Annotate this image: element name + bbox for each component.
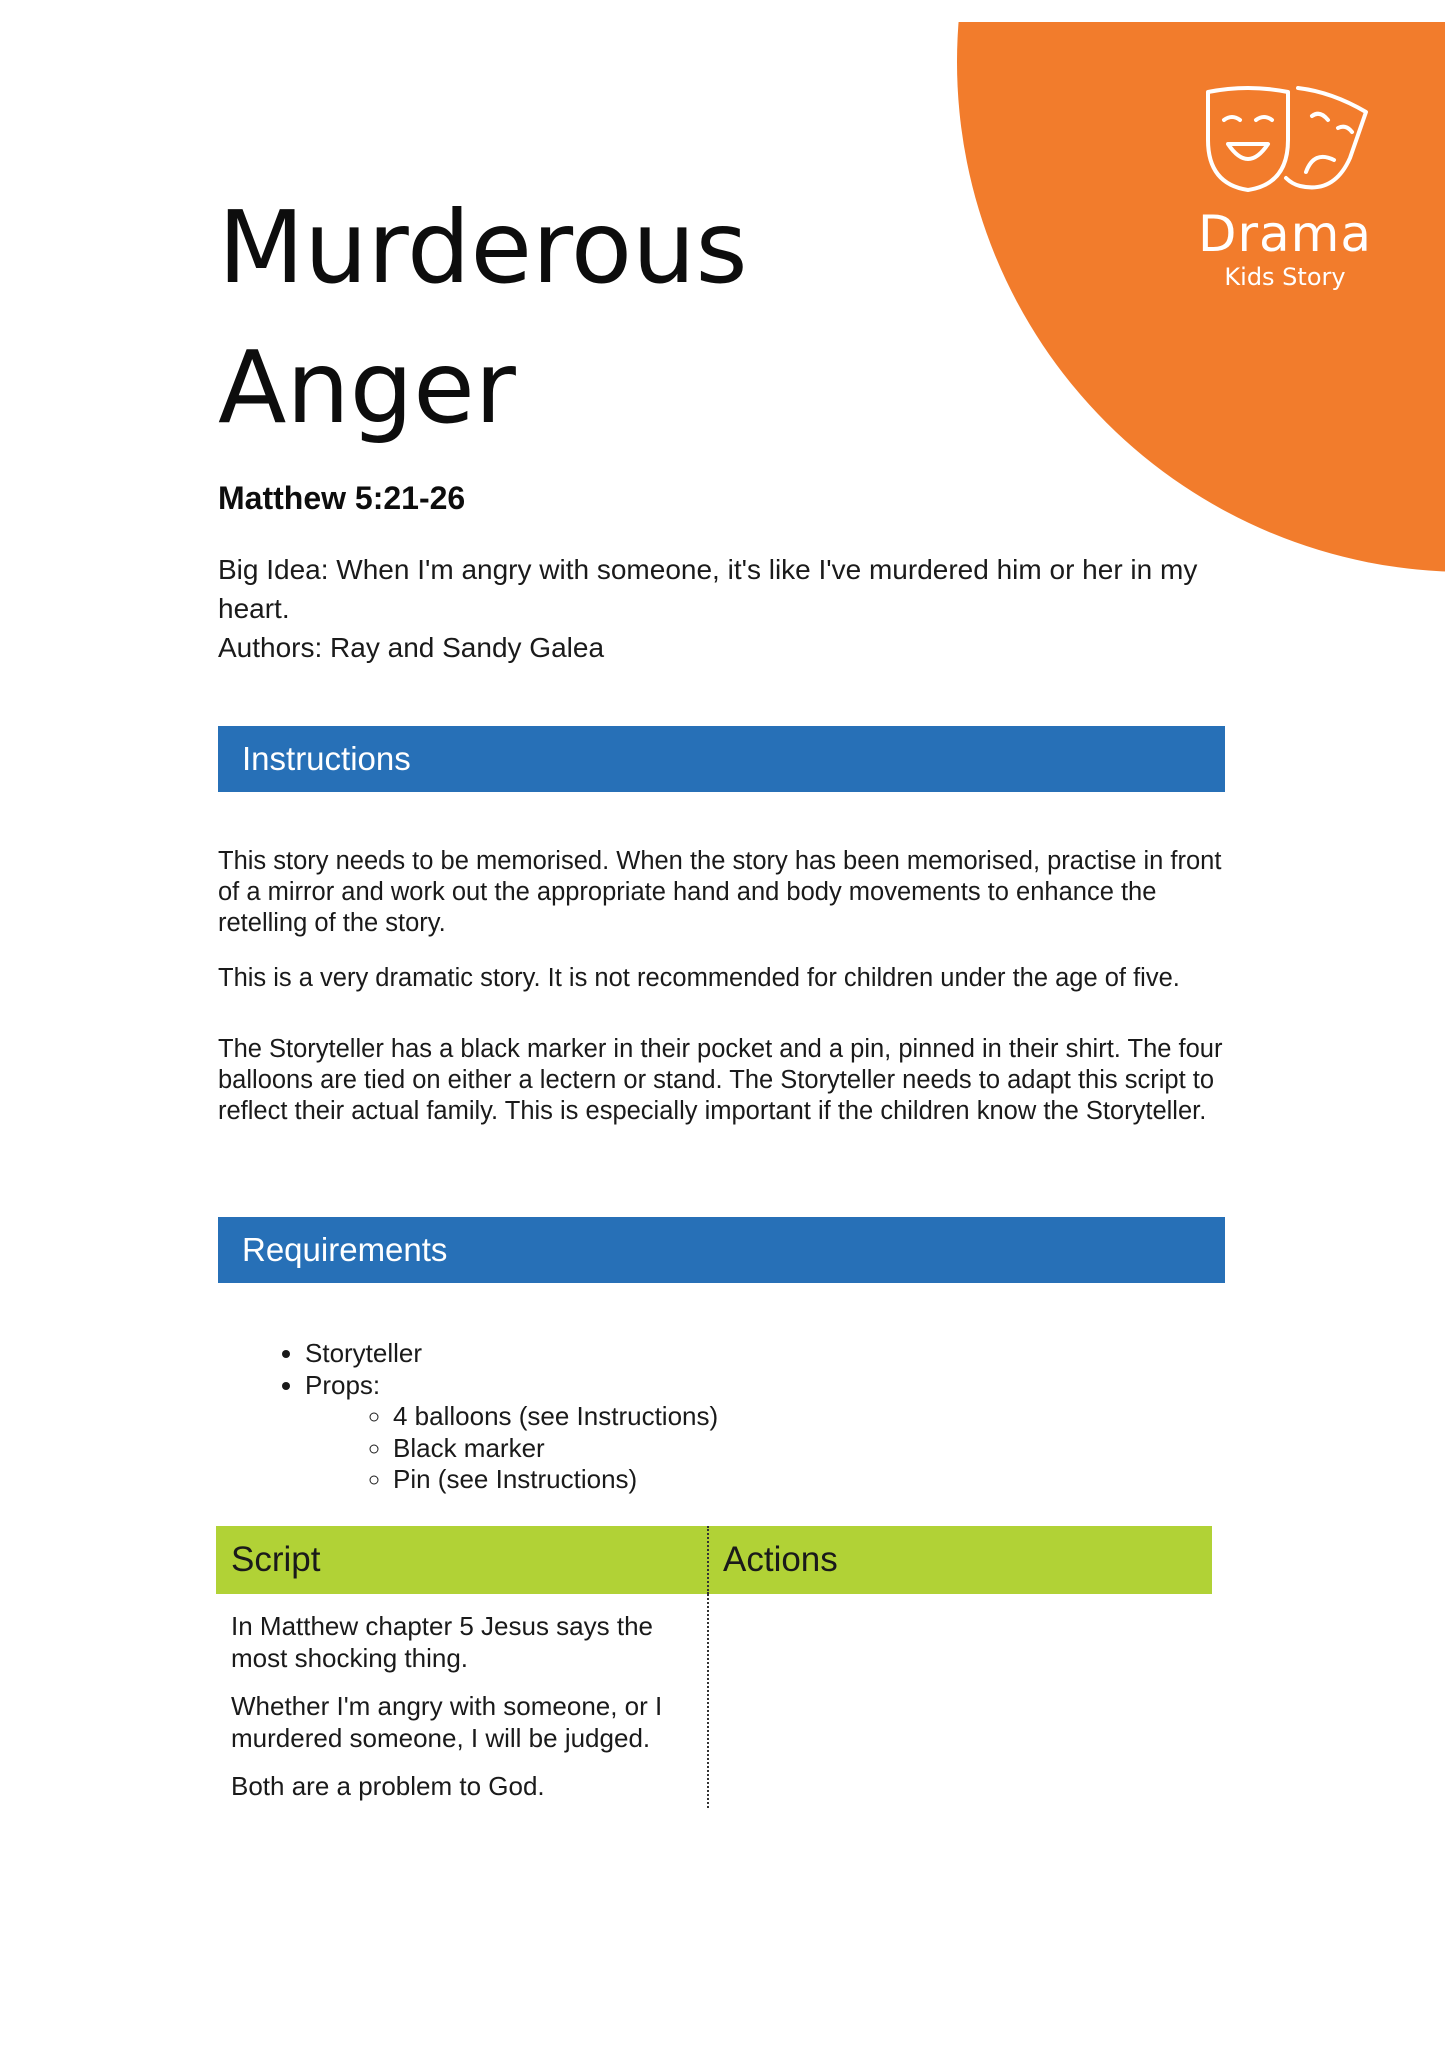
title-line-2: Anger (218, 329, 516, 446)
table-row (216, 1594, 1212, 1808)
list-item (305, 1338, 718, 1370)
script-line: In Matthew chapter 5 Jesus says the most shocking thing. (231, 1611, 653, 1673)
authors: Authors: Ray and Sandy Galea (218, 632, 605, 663)
instructions-heading: Instructions (218, 726, 1225, 792)
column-header-actions: Actions (723, 1540, 838, 1579)
table-header (216, 1526, 1212, 1594)
sub-list-item: ◦ Pin (see Instructions) (393, 1464, 718, 1496)
requirements-heading: Requirements (218, 1217, 1225, 1283)
big-idea: Big Idea: When I'm angry with someone, it's like I've murdered him or her in my heart. (218, 554, 1198, 624)
script-table (216, 1526, 1212, 1808)
instructions-paragraph: This is a very dramatic story. It is not recommended for children under the age of five. (218, 964, 1180, 992)
badge-subtitle: Kids Story (1224, 263, 1346, 291)
instructions-body (218, 846, 1228, 1151)
sub-list-item: ◦ 4 balloons (see Instructions) (393, 1401, 718, 1433)
badge-title: Drama (1197, 205, 1373, 263)
drama-masks-icon (1200, 82, 1370, 202)
requirements-list (218, 1338, 718, 1496)
script-line: Whether I'm angry with someone, or I murdered someone, I will be judged. (231, 1691, 663, 1753)
scripture-reference: Matthew 5:21-26 (218, 480, 466, 516)
script-cell (216, 1594, 709, 1808)
title-line-1: Murderous (218, 189, 748, 306)
top-margin (0, 0, 1445, 22)
intro-block (218, 550, 1228, 667)
list-item-label: Props: (305, 1369, 381, 1400)
instructions-paragraph: This story needs to be memorised. When the story has been memorised, practise in front of a mirror and work out the appropriate hand and body movements to enhance the retelling of the story. (218, 847, 1222, 937)
list-item (305, 1370, 718, 1496)
column-header-script: Script (216, 1526, 709, 1594)
sub-list-item: ◦ Black marker (393, 1433, 718, 1465)
script-line: Both are a problem to God. (231, 1771, 545, 1801)
actions-cell (709, 1594, 1212, 1808)
instructions-paragraph: The Storyteller has a black marker in their pocket and a pin, pinned in their shirt. The four balloons are tied on either a lectern or stand. The Storyteller needs to adapt this script to reflect their actual family. This is especially important if the children know the Storyteller. (218, 1035, 1223, 1125)
list-item-label: Storyteller (305, 1338, 423, 1368)
drama-badge (1180, 82, 1390, 292)
page-title (218, 178, 748, 458)
